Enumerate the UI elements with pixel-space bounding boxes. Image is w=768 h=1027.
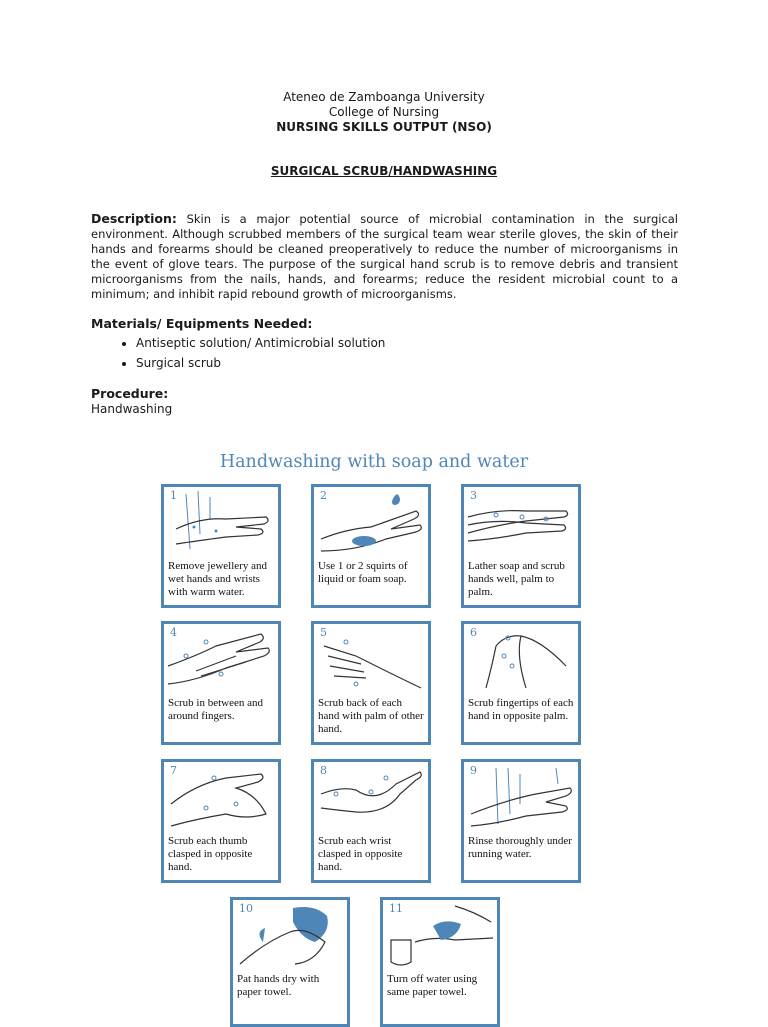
wet-hands-icon bbox=[166, 489, 276, 555]
step-card bbox=[161, 621, 281, 745]
step-caption: Scrub each thumb clasped in opposite hand. bbox=[168, 835, 253, 873]
step-card bbox=[461, 621, 581, 745]
list-item: • Surgical scrub bbox=[136, 353, 385, 373]
turn-off-tap-icon bbox=[385, 902, 495, 968]
thumb-clasp-icon bbox=[166, 764, 276, 830]
step-caption: Lather soap and scrub hands well, palm to palm. bbox=[468, 560, 565, 598]
materials-list bbox=[91, 333, 385, 373]
step-card bbox=[311, 484, 431, 608]
step-card bbox=[230, 897, 350, 1027]
step-card bbox=[380, 897, 500, 1027]
step-number: 6 bbox=[470, 626, 477, 639]
wrist-clasp-icon bbox=[316, 764, 426, 830]
step-caption: Scrub fingertips of each hand in opposite palm. bbox=[468, 697, 574, 722]
poster-title: Handwashing with soap and water bbox=[219, 452, 529, 472]
step-number: 9 bbox=[470, 764, 477, 777]
step-caption: Turn off water using same paper towel. bbox=[387, 973, 478, 998]
soap-squirt-icon bbox=[316, 489, 426, 555]
step-card bbox=[461, 759, 581, 883]
step-number: 11 bbox=[389, 902, 403, 915]
step-number: 2 bbox=[320, 489, 327, 502]
list-item: • Antiseptic solution/ Antimicrobial solution bbox=[136, 333, 385, 353]
step-number: 5 bbox=[320, 626, 327, 639]
step-caption: Pat hands dry with paper towel. bbox=[237, 973, 320, 998]
university-name: Ateneo de Zamboanga University bbox=[283, 90, 485, 104]
paper-towel-dry-icon bbox=[235, 902, 345, 968]
procedure-subheading: Handwashing bbox=[91, 402, 173, 416]
step-caption: Scrub each wrist clasped in opposite hand. bbox=[318, 835, 403, 873]
interlaced-fingers-icon bbox=[166, 626, 276, 692]
step-number: 7 bbox=[170, 764, 177, 777]
rinse-icon bbox=[466, 764, 576, 830]
output-title: NURSING SKILLS OUTPUT (NSO) bbox=[276, 120, 492, 134]
step-card bbox=[161, 484, 281, 608]
step-number: 8 bbox=[320, 764, 327, 777]
step-caption: Remove jewellery and wet hands and wrists with warm water. bbox=[168, 560, 267, 598]
back-of-hand-icon bbox=[316, 626, 426, 692]
step-caption: Rinse thoroughly under running water. bbox=[468, 835, 572, 860]
palm-to-palm-icon bbox=[466, 489, 576, 555]
step-caption: Scrub in between and around fingers. bbox=[168, 697, 263, 722]
step-card bbox=[311, 759, 431, 883]
step-number: 3 bbox=[470, 489, 477, 502]
step-card bbox=[161, 759, 281, 883]
fingertips-icon bbox=[466, 626, 576, 692]
procedure-label: Procedure: bbox=[91, 386, 169, 401]
step-caption: Use 1 or 2 squirts of liquid or foam soap. bbox=[318, 560, 408, 585]
materials-label: Materials/ Equipments Needed: bbox=[91, 316, 313, 331]
step-number: 1 bbox=[170, 489, 177, 502]
step-caption: Scrub back of each hand with palm of other hand. bbox=[318, 697, 424, 735]
step-card bbox=[311, 621, 431, 745]
topic-text: SURGICAL SCRUB/HANDWASHING bbox=[270, 164, 498, 178]
step-card bbox=[461, 484, 581, 608]
topic-title bbox=[0, 164, 768, 178]
college-name: College of Nursing bbox=[328, 105, 440, 119]
step-number: 4 bbox=[170, 626, 177, 639]
description-text: Skin is a major potential source of microbial contamination in the surgical environment. Although scrubbed members of the surgical team wear sterile gloves, the skin of their hands and forearms should be cleaned preoperatively to reduce the number of microorganisms in the event of glove tears. The purpose of the surgical hand scrub is to remove debris and transient microorganisms from the nails, hands, and forearms; reduce the resident microbial count to a minimum; and inhibit rapid rebound growth of microorganisms. bbox=[91, 212, 679, 301]
description-paragraph bbox=[91, 211, 678, 302]
step-number: 10 bbox=[239, 902, 253, 915]
description-label: Description: bbox=[91, 211, 177, 226]
